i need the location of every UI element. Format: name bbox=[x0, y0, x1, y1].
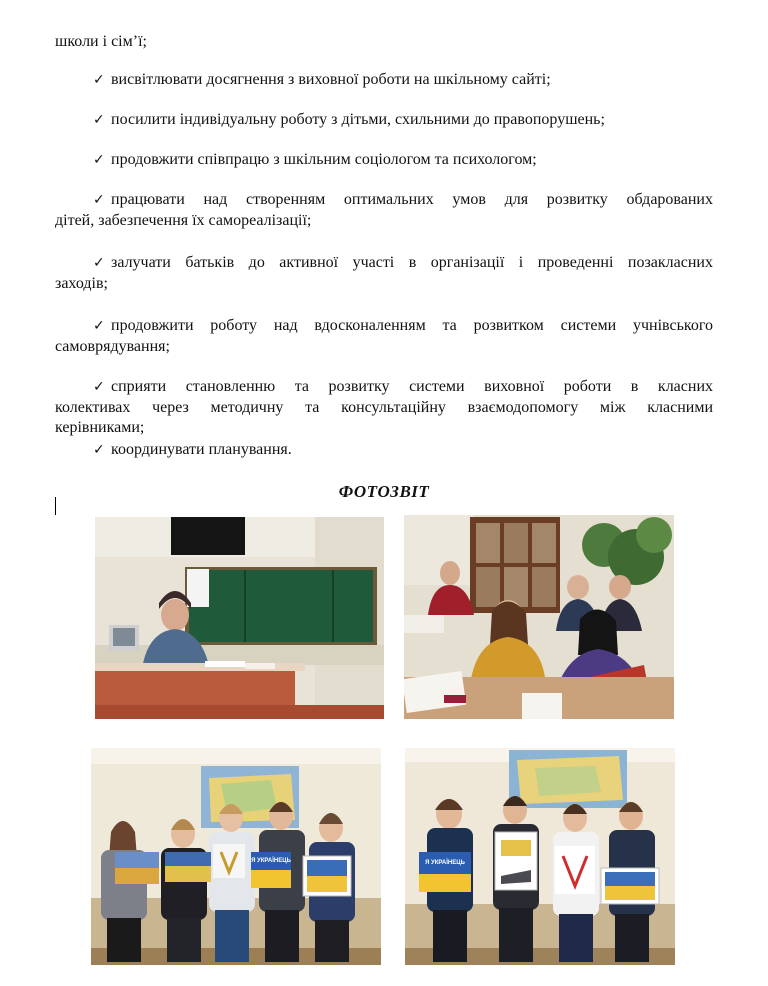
list-item-text: залучати батьків до активної участі в організації і проведенні позакласних bbox=[111, 254, 713, 271]
text-line: керівниками; bbox=[55, 419, 145, 436]
photo-teachers-meeting bbox=[404, 515, 674, 719]
list-item bbox=[93, 110, 713, 130]
photo-teacher-classroom bbox=[95, 517, 384, 719]
list-item-text: координувати планування. bbox=[111, 441, 292, 458]
poster-text: Я УКРАЇНЕЦЬ bbox=[251, 858, 291, 864]
photo-girls-posters bbox=[91, 748, 381, 965]
text-line: заходів; bbox=[55, 275, 108, 292]
text-line: колективах через методичну та консультаційну взаємодопомогу між класними bbox=[55, 399, 713, 416]
checkmark-icon: ✓ bbox=[93, 192, 105, 208]
list-item bbox=[93, 440, 713, 460]
checkmark-icon: ✓ bbox=[93, 318, 105, 334]
list-item bbox=[93, 253, 713, 273]
checkmark-icon: ✓ bbox=[93, 112, 105, 128]
list-item-text: сприяти становленню та розвитку системи виховної роботи в класних bbox=[111, 378, 713, 395]
checkmark-icon: ✓ bbox=[93, 72, 105, 88]
poster-text: Я УКРАЇНЕЦЬ bbox=[425, 860, 465, 866]
list-item bbox=[93, 316, 713, 336]
list-item-text: працювати над створенням оптимальних умов для розвитку обдарованих bbox=[111, 191, 713, 208]
list-item-text: висвітлювати досягнення з виховної роботи на шкільному сайті; bbox=[111, 71, 551, 88]
checkmark-icon: ✓ bbox=[93, 442, 105, 458]
text-line: школи і сім’ї; bbox=[55, 33, 147, 50]
text-cursor bbox=[55, 497, 56, 515]
list-item bbox=[93, 70, 713, 90]
text-line: дітей, забезпечення їх самореалізації; bbox=[55, 212, 312, 229]
list-item bbox=[93, 150, 713, 170]
list-item bbox=[93, 190, 713, 210]
list-item-text: продовжити роботу над вдосконаленням та розвитком системи учнівського bbox=[111, 317, 713, 334]
text-line: самоврядування; bbox=[55, 338, 170, 355]
checkmark-icon: ✓ bbox=[93, 379, 105, 395]
list-item-text: продовжити співпрацю з шкільним соціологом та психологом; bbox=[111, 151, 537, 168]
photo-boys-posters bbox=[405, 748, 675, 965]
checkmark-icon: ✓ bbox=[93, 255, 105, 271]
section-title: ФОТОЗВІТ bbox=[338, 482, 430, 501]
list-item-text: посилити індивідуальну роботу з дітьми, схильними до правопорушень; bbox=[111, 111, 605, 128]
checkmark-icon: ✓ bbox=[93, 152, 105, 168]
list-item bbox=[93, 377, 713, 397]
